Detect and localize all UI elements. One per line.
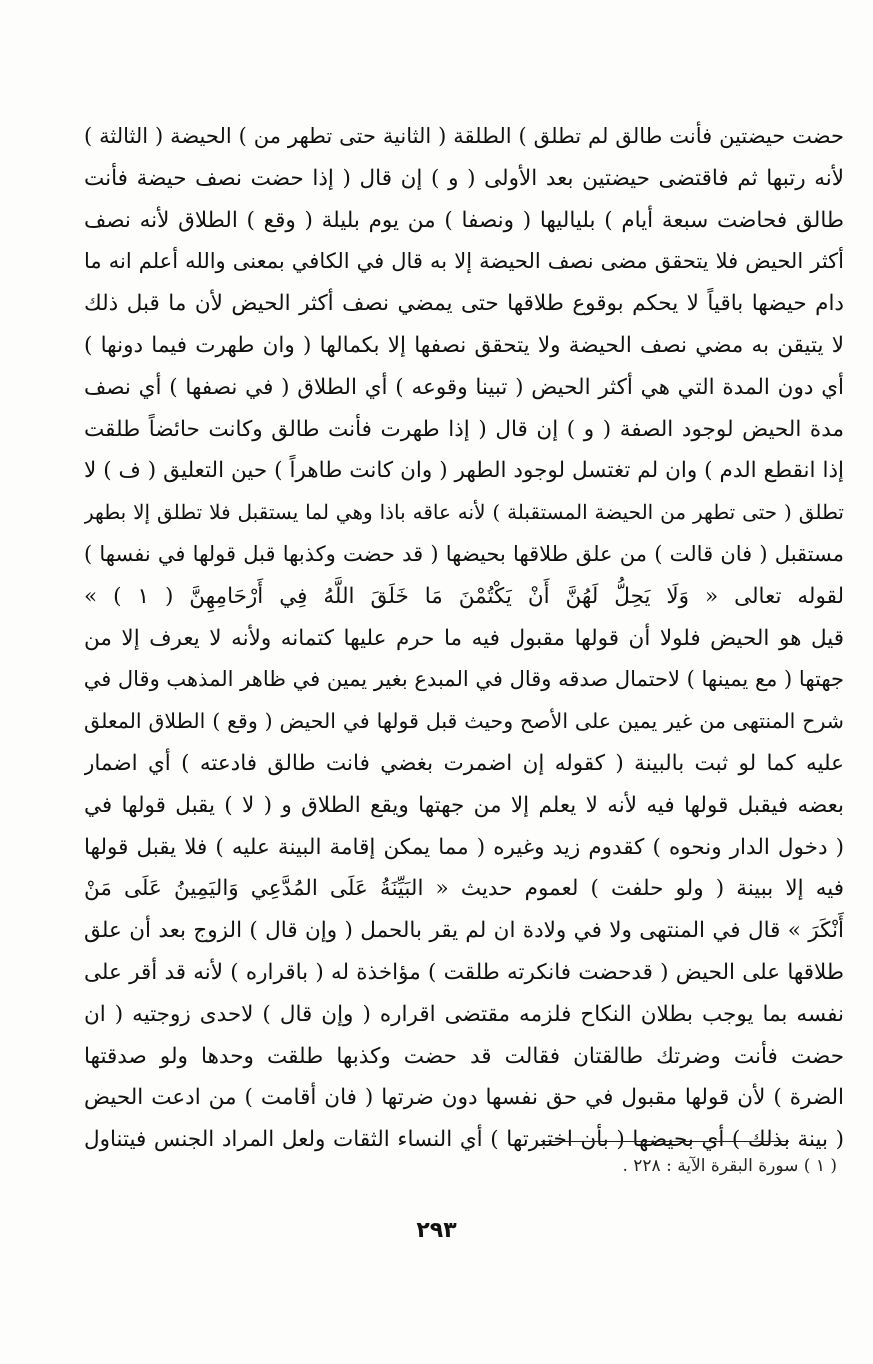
text-line: أي دون المدة التي هي أكثر الحيض ( تبينا وقوعه ) أي الطلاق ( في نصفها ) أي نصف <box>84 374 844 400</box>
text-line: حضت فأنت وضرتك طالقتان فقالت قد حضت وكذبها طلقت وحدها ولو صدقتها <box>84 1043 844 1069</box>
footnote-divider <box>541 1141 789 1142</box>
text-line: بعضه فيقبل قولها فيه لأنه لا يعلم إلا من جهتها ويقع الطلاق و ( لا ) يقبل قولها في <box>84 792 844 818</box>
text-line: إذا انقطع الدم ) وان لم تغتسل لوجود الطهر ( وان كانت طاهراً ) حين التعليق ( ف ) لا <box>84 458 844 484</box>
text-line: الضرة ) لأن قولها مقبول في حق نفسها دون ضرتها ( فان أقامت ) من ادعت الحيض <box>84 1085 844 1111</box>
text-line: قيل هو الحيض فلولا أن قولها مقبول فيه ما حرم عليها كتمانه ولأنه لا يعرف إلا من <box>84 625 844 651</box>
text-line: دام حيضها باقياً لا يحكم بوقوع طلاقها حتى يمضي نصف أكثر الحيض لأن ما قبل ذلك <box>84 291 844 317</box>
text-line: لا يتيقن به مضي نصف الحيضة ولا يتحقق نصفها إلا بكمالها ( وان طهرت فيما دونها ) <box>84 332 844 358</box>
text-line: عليه كما لو ثبت بالبينة ( كقوله إن اضمرت بغضي فانت طالق فادعته ) أي اضمار <box>84 750 844 776</box>
text-line: أكثر الحيض فلا يتحقق مضى نصف الحيضة إلا به قال في الكافي بمعنى والله أعلم انه ما <box>84 249 844 274</box>
footnote: ( ١ ) سورة البقرة الآية : ٢٢٨ . <box>622 1156 837 1176</box>
text-line: حضت حيضتين فأنت طالق لم تطلق ) الطلقة ( الثانية حتى تطهر من ) الحيضة ( الثالثة ) <box>84 124 844 148</box>
text-line: لأنه رتبها ثم فاقتضى حيضتين بعد الأولى ( و ) إن قال ( إذا حضت نصف حيضة فأنت <box>84 165 844 191</box>
text-line: تطلق ( حتى تطهر من الحيضة المستقبلة ) لأنه عاقه باذا وهي لما يستقبل فلا تطلق إلا بطهر <box>84 500 844 525</box>
page-number: ٢٩٣ <box>416 1218 457 1243</box>
text-line: مستقبل ( فان قالت ) من علق طلاقها بحيضها ( قد حضت وكذبها قبل قولها في نفسها ) <box>84 541 844 566</box>
text-line: مدة الحيض لوجود الصفة ( و ) إن قال ( إذا طهرت فأنت طالق وكانت حائضاً طلقت <box>84 416 844 442</box>
text-line: طلاقها على الحيض ( قدحضت فانكرته طلقت ) مؤاخذة له ( باقراره ) لأنه قد أقر على <box>84 959 844 985</box>
hadith-quote-line: فيه إلا ببينة ( ولو حلفت ) لعموم حديث « البَيِّنَةُ عَلَى المُدَّعِي وَاليَمِينُ عَلَى مَنْ <box>84 876 844 902</box>
text-line: أَنْكَرَ » قال في المنتهى ولا في ولادة ان لم يقر بالحمل ( وإن قال ) الزوج بعد أن علق <box>84 918 844 944</box>
text-line: ( بينة بذلك ) أي بحيضها ( بأن اختبرتها ) أي النساء الثقات ولعل المراد الجنس فيتناول <box>84 1127 844 1153</box>
text-line: نفسه بما يوجب بطلان النكاح فلزمه مقتضى اقراره ( وإن قال ) لاحدى زوجتيه ( ان <box>84 1001 844 1027</box>
text-line: شرح المنتهى من غير يمين على الأصح وحيث قبل قولها في الحيض ( وقع ) الطلاق المعلق <box>84 709 844 734</box>
main-text-block <box>84 116 844 1161</box>
text-line: طالق فحاضت سبعة أيام ) بلياليها ( ونصفا ) من يوم بليلة ( وقع ) الطلاق لأنه نصف <box>84 207 844 233</box>
quran-quote-line: لقوله تعالى « وَلَا يَحِلُّ لَهُنَّ أَنْ يَكْتُمْنَ مَا خَلَقَ اللَّهُ فِي أَرْحَامِهِنَّ ( ١ ) » <box>84 583 844 609</box>
text-line: جهتها ( مع يمينها ) لاحتمال صدقه وقال في المبدع بغير يمين في ظاهر المذهب وقال في <box>84 667 844 692</box>
text-line: ( دخول الدار ونحوه ) كقدوم زيد وغيره ( مما يمكن إقامة البينة عليه ) فلا يقبل قولها <box>84 834 844 860</box>
